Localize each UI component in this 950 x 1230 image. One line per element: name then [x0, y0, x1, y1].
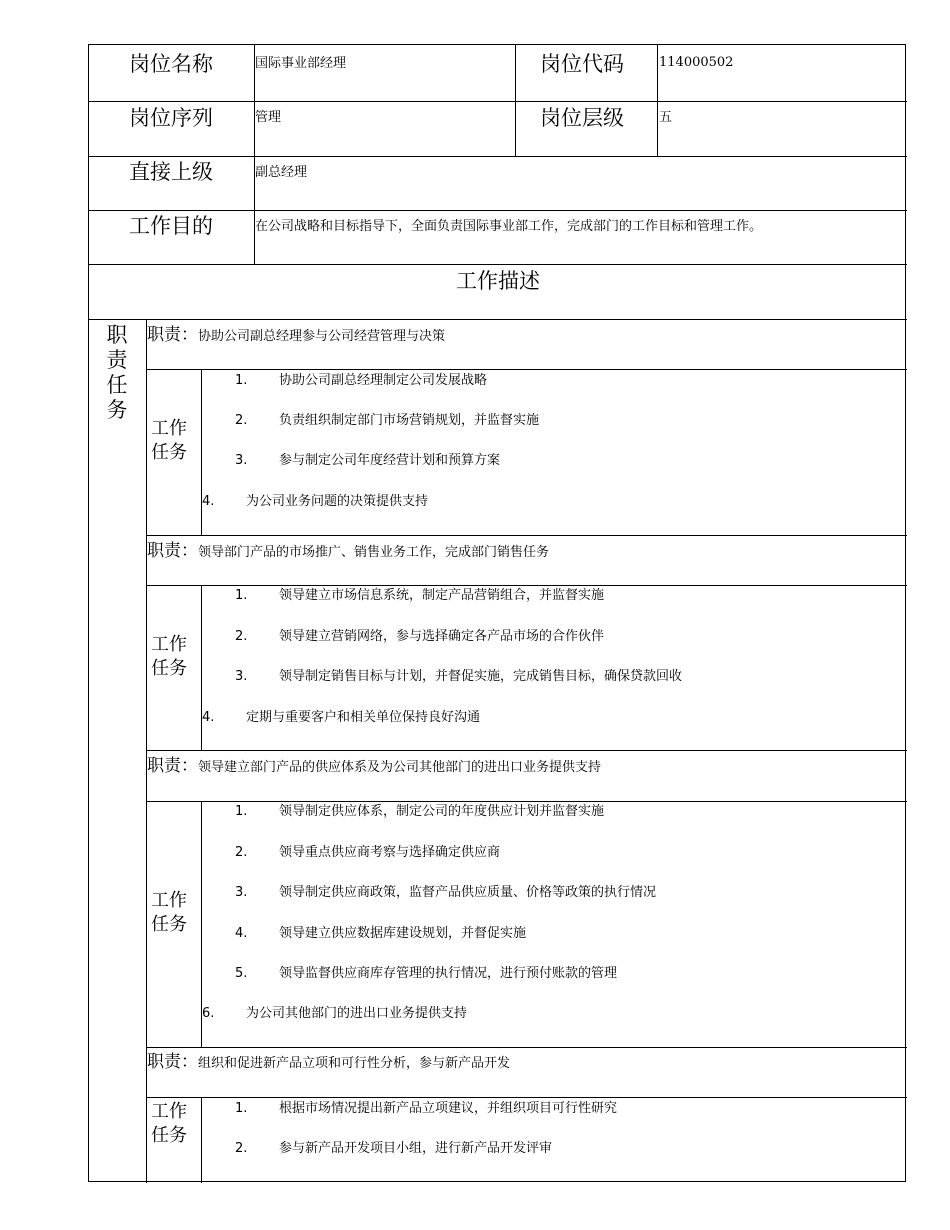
task-text: 领导制定供应体系，制定公司的年度供应计划并监督实施 — [279, 804, 605, 819]
task-text: 参与新产品开发项目小组，进行新产品开发评审 — [279, 1141, 553, 1156]
task-text: 参与制定公司年度经营计划和预算方案 — [279, 453, 501, 468]
task-text: 根据市场情况提出新产品立项建议，并组织项目可行性研究 — [279, 1101, 618, 1116]
duty-text: 领导部门产品的市场推广、销售业务工作，完成部门销售任务 — [198, 545, 550, 560]
duty-row — [147, 756, 601, 778]
task-number: 3. — [235, 453, 248, 468]
task-number: 2. — [235, 413, 248, 428]
task-number: 4. — [235, 926, 248, 941]
position-code-label: 岗位代码 — [540, 52, 624, 76]
side-label — [105, 323, 129, 423]
task-number: 2. — [235, 845, 248, 860]
task-text: 负责组织制定部门市场营销规划，并监督实施 — [279, 413, 540, 428]
row-divider — [89, 319, 907, 320]
superior-value: 副总经理 — [255, 165, 308, 180]
task-text: 定期与重要客户和相关单位保持良好沟通 — [246, 710, 481, 725]
col-divider — [201, 369, 202, 535]
position-series-label: 岗位序列 — [129, 106, 213, 130]
task-number: 1. — [235, 1101, 248, 1116]
task-text: 领导建立营销网络，参与选择确定各产品市场的合作伙伴 — [279, 629, 605, 644]
row-divider — [146, 585, 907, 586]
task-number: 1. — [235, 373, 248, 388]
side-label-char: 任 — [106, 373, 128, 397]
row-divider — [146, 801, 907, 802]
position-series-value: 管理 — [255, 110, 282, 125]
task-text: 领导制定销售目标与计划，并督促实施，完成销售目标，确保贷款回收 — [279, 669, 683, 684]
task-number: 3. — [235, 669, 248, 684]
task-text: 为公司其他部门的进出口业务提供支持 — [246, 1006, 468, 1021]
position-name-label: 岗位名称 — [129, 52, 213, 76]
task-text: 领导重点供应商考察与选择确定供应商 — [279, 845, 501, 860]
row-divider — [146, 1097, 907, 1098]
position-code-value: 114000502 — [659, 55, 734, 70]
duty-text: 协助公司副总经理参与公司经营管理与决策 — [198, 329, 446, 344]
task-text: 协助公司副总经理制定公司发展战略 — [279, 373, 488, 388]
duty-text: 领导建立部门产品的供应体系及为公司其他部门的进出口业务提供支持 — [198, 760, 602, 775]
task-number: 1. — [235, 804, 248, 819]
duty-prefix: 职责： — [147, 325, 198, 345]
duty-row — [147, 541, 549, 563]
task-number: 6. — [202, 1006, 215, 1021]
task-label: 工作任务 — [151, 1101, 187, 1146]
duty-text: 组织和促进新产品立项和可行性分析，参与新产品开发 — [198, 1056, 511, 1071]
col-divider — [201, 1097, 202, 1183]
duty-prefix: 职责： — [147, 756, 198, 776]
row-divider — [89, 264, 907, 265]
row-divider — [89, 156, 907, 157]
side-label-char: 务 — [106, 398, 128, 422]
duty-prefix: 职责： — [147, 541, 198, 561]
col-divider — [657, 45, 658, 156]
side-label-char: 责 — [106, 348, 128, 372]
task-text: 领导监督供应商库存管理的执行情况，进行预付账款的管理 — [279, 966, 618, 981]
task-text: 领导制定供应商政策，监督产品供应质量、价格等政策的执行情况 — [279, 885, 657, 900]
task-number: 2. — [235, 1141, 248, 1156]
side-label-char: 职 — [106, 323, 128, 347]
task-label: 工作任务 — [151, 890, 187, 935]
row-divider — [89, 210, 907, 211]
task-number: 1. — [235, 588, 248, 603]
duty-row — [147, 1052, 510, 1074]
position-level-value: 五 — [659, 110, 673, 125]
job-description-table — [88, 44, 906, 1182]
task-number: 5. — [235, 966, 248, 981]
row-divider — [146, 369, 907, 370]
task-number: 4. — [202, 494, 215, 509]
position-level-label: 岗位层级 — [540, 106, 624, 130]
duty-prefix: 职责： — [147, 1052, 198, 1072]
col-divider — [515, 45, 516, 156]
row-divider — [146, 750, 907, 751]
task-text: 领导建立市场信息系统，制定产品营销组合，并监督实施 — [279, 588, 605, 603]
purpose-label: 工作目的 — [129, 214, 213, 238]
task-number: 4. — [202, 710, 215, 725]
task-number: 3. — [235, 885, 248, 900]
section-title: 工作描述 — [456, 269, 540, 293]
task-number: 2. — [235, 629, 248, 644]
superior-label: 直接上级 — [129, 160, 213, 184]
task-label: 工作任务 — [151, 634, 187, 679]
row-divider — [89, 101, 907, 102]
task-label: 工作任务 — [151, 418, 187, 463]
purpose-value: 在公司战略和目标指导下，全面负责国际事业部工作，完成部门的工作目标和管理工作。 — [255, 219, 763, 234]
row-divider — [146, 535, 907, 536]
row-divider — [146, 1047, 907, 1048]
position-name-value: 国际事业部经理 — [255, 56, 347, 71]
duty-row — [147, 325, 445, 347]
task-text: 领导建立供应数据库建设规划，并督促实施 — [279, 926, 527, 941]
task-text: 为公司业务问题的决策提供支持 — [246, 494, 429, 509]
